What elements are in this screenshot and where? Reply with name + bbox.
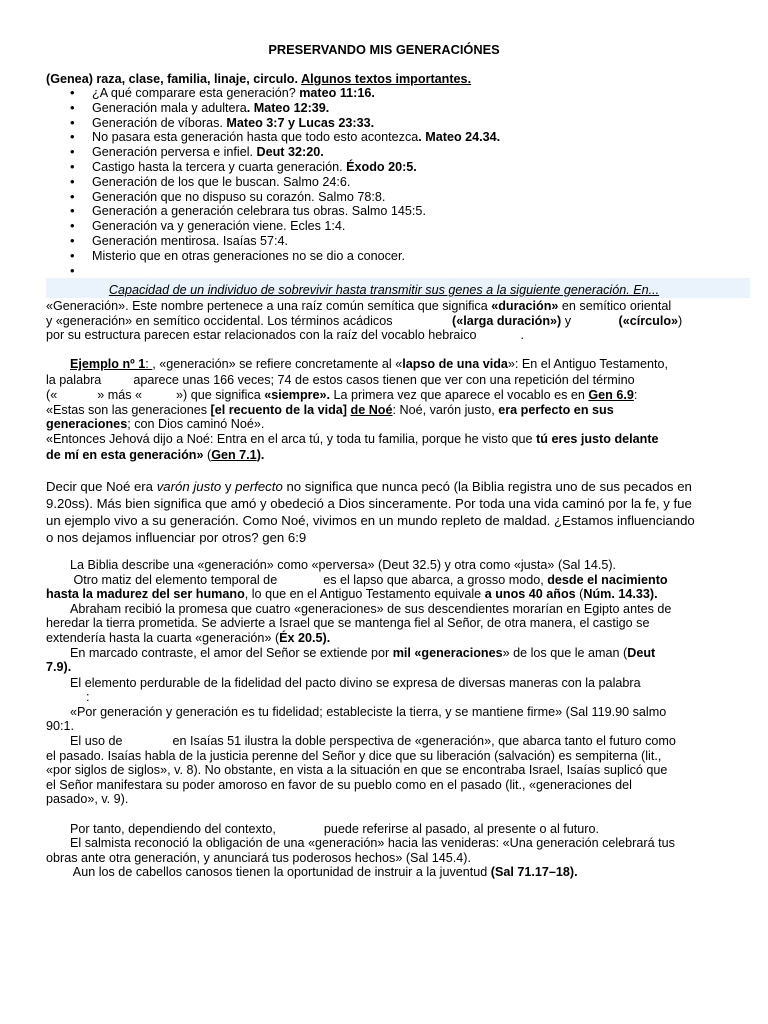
body-p9-line-2: obras ante otra generación, y anunciará tus poderosos hechos» (Sal 145.4). — [46, 851, 471, 865]
body-p7-line-1: El uso de en Isaías 51 ilustra la doble perspectiva de «generación», que abarca tanto el futuro como — [70, 734, 676, 748]
list-item — [46, 264, 500, 279]
body-p7-line-4: el Señor manifestara su poder amoroso en favor de su pueblo como en el pasado (lit., «generaciones del — [46, 778, 632, 792]
subtitle-underlined: Algunos textos importantes. — [301, 72, 472, 86]
body-p10: Aun los de cabellos canosos tienen la oportunidad de instruir a la juventud (Sal 71.17–18). — [70, 865, 578, 879]
ejemplo-label: Ejemplo nº 1 — [70, 357, 146, 371]
body-p3-line-1: Abraham recibió la promesa que cuatro «generaciones» de sus descendientes morarían en Egipto antes de — [70, 602, 672, 616]
body-p2-line-1: Otro matiz del elemento temporal de es el lapso que abarca, a grosso modo, desde el nacimiento — [70, 573, 668, 587]
body-p3-line-2: heredar la tierra prometida. Se advierte a Israel que se mantenga fiel al Señor, de otra manera, el castigo se — [46, 616, 650, 630]
subtitle-lead: (Genea) raza, clase, familia, linaje, circulo. — [46, 72, 302, 86]
noe-line-2: 9.20ss). Más bien significa que amó y obedeció a Dios sinceramente. Por toda una vida caminó por la fe, y fue — [46, 496, 692, 511]
intro-line-2: y «generación» en semítico occidental. Los términos acádicos («larga duración») y («círculo») — [46, 314, 683, 328]
intro-line-3: por su estructura parecen estar relacionados con la raíz del vocablo hebraico . — [46, 328, 525, 342]
verse-list — [46, 86, 500, 278]
highlight-link[interactable]: Capacidad de un individuo de sobrevivir hasta transmitir sus genes a la siguiente generación. En... — [108, 283, 660, 297]
list-item: • Castigo hasta la tercera y cuarta generación. Éxodo 20:5. — [46, 160, 500, 175]
list-item: • Generación a generación celebrara tus obras. Salmo 145:5. — [46, 204, 500, 219]
body-p4-line-2: 7.9). — [46, 660, 72, 674]
body-p8: Por tanto, dependiendo del contexto, puede referirse al pasado, al presente o al futuro. — [70, 822, 599, 836]
body-p9-line-1: El salmista reconoció la obligación de una «generación» hacia las venideras: «Una generación celebrará tus — [70, 836, 675, 850]
ejemplo-line-5: generaciones; con Dios caminó Noé». — [46, 417, 265, 431]
list-item: • Misterio que en otras generaciones no se dio a conocer. — [46, 249, 500, 264]
page-title: PRESERVANDO MIS GENERACIÓNES — [268, 42, 500, 57]
body-p3-line-3: extendería hasta la cuarta «generación» (Éx 20.5). — [46, 631, 331, 645]
body-p5-line-2: : — [86, 690, 90, 704]
intro-line-1: «Generación». Este nombre pertenece a una raíz común semítica que significa «duración» en semítico oriental — [46, 299, 672, 313]
body-p4-line-1: En marcado contraste, el amor del Señor se extiende por mil «generaciones» de los que le aman (Deut — [70, 646, 656, 660]
body-p6-line-2: 90:1. — [46, 719, 75, 733]
list-item: • Generación mala y adultera. Mateo 12:39. — [46, 101, 500, 116]
ejemplo-line-4: «Estas son las generaciones [el recuento de la vida] de Noé: Noé, varón justo, era perfecto en sus — [46, 403, 614, 417]
noe-line-3: un ejemplo vivo a su generación. Como Noé, vivimos en un mundo repleto de maldad. ¿Estamos influenciando — [46, 513, 695, 528]
list-item: • Generación va y generación viene. Ecles 1:4. — [46, 219, 500, 234]
list-item: • Generación de víboras. Mateo 3:7 y Lucas 23:33. — [46, 116, 500, 131]
ejemplo-line-1: Ejemplo nº 1: , «generación» se refiere concretamente al «lapso de una vida»: En el Antiguo Testamento, — [70, 357, 669, 371]
list-item: • Generación de los que le buscan. Salmo 24:6. — [46, 175, 500, 190]
body-p7-line-2: el pasado. Isaías habla de la justicia perenne del Señor y dice que su liberación (salvación) es sempiterna (lit., — [46, 749, 662, 763]
body-p7-line-3: «por siglos de siglos», v. 8). No obstante, en vista a la situación en que se encontraba Israel, Isaías suplicó que — [46, 763, 668, 777]
noe-line-4: o nos dejamos influenciar por otros? gen 6:9 — [46, 530, 307, 545]
list-item: • ¿A qué comparare esta generación? mateo 11:16. — [46, 86, 500, 101]
list-item: • Generación perversa e infiel. Deut 32:20. — [46, 145, 500, 160]
ejemplo-line-7: de mí en esta generación» (Gen 7.1). — [46, 448, 265, 462]
body-p2-line-2: hasta la madurez del ser humano, lo que en el Antiguo Testamento equivale a unos 40 años (Núm. 14.33). — [46, 587, 658, 601]
body-p1: La Biblia describe una «generación» como «perversa» (Deut 32.5) y otra como «justa» (Sal 14.5). — [70, 558, 617, 572]
body-p6-line-1: «Por generación y generación es tu fidelidad; estableciste la tierra, y se mantiene firme» (Sal 119.90 salmo — [70, 705, 667, 719]
body-p7-line-5: pasado», v. 9). — [46, 792, 129, 806]
list-item: • No pasara esta generación hasta que todo esto acontezca. Mateo 24.34. — [46, 130, 500, 145]
ejemplo-line-3: (« » más « ») que significa «siempre». La primera vez que aparece el vocablo es en Gen 6.9: — [46, 388, 638, 402]
noe-line-1: Decir que Noé era varón justo y perfecto no significa que nunca pecó (la Biblia registra uno de sus pecados en — [46, 479, 692, 494]
list-item: • Generación que no dispuso su corazón. Salmo 78:8. — [46, 190, 500, 205]
subtitle — [46, 72, 471, 86]
ejemplo-line-6: «Entonces Jehová dijo a Noé: Entra en el arca tú, y toda tu familia, porque he visto que tú eres justo delante — [46, 432, 659, 446]
body-p5-line-1: El elemento perdurable de la fidelidad del pacto divino se expresa de diversas maneras con la palabra — [70, 676, 641, 690]
ejemplo-line-2: la palabra aparece unas 166 veces; 74 de estos casos tienen que ver con una repetición del término — [46, 373, 635, 387]
list-item: • Generación mentirosa. Isaías 57:4. — [46, 234, 500, 249]
